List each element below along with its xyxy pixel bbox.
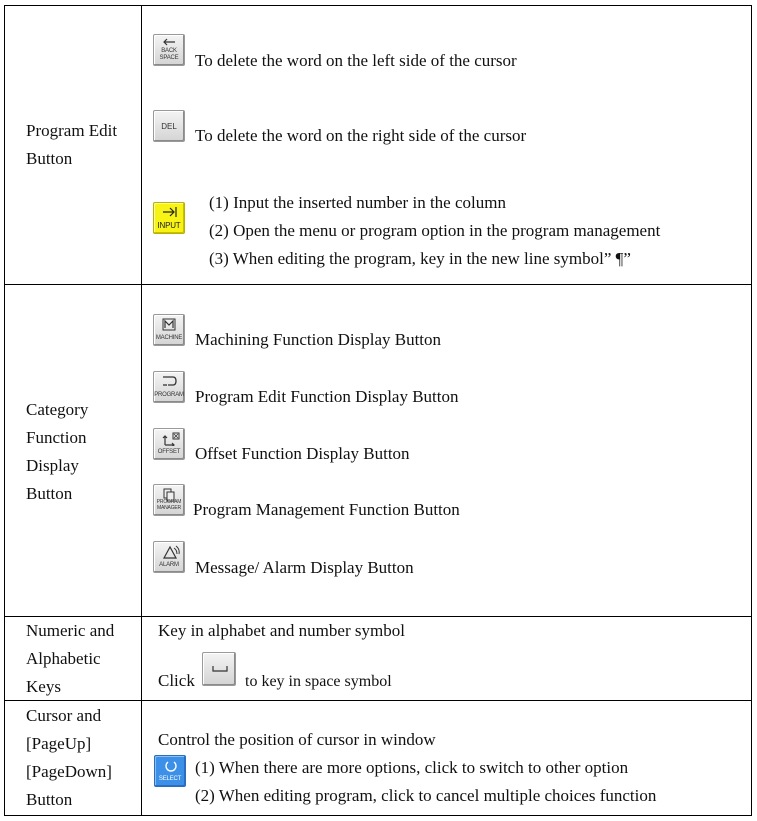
enter-arrow-icon <box>162 206 178 218</box>
row-divider <box>4 284 752 285</box>
program-manager-key[interactable]: PROGRAM MANAGER <box>153 484 185 516</box>
offset-key[interactable]: OFFSET <box>153 428 185 460</box>
select-key[interactable]: SELECT <box>154 755 186 787</box>
input-key[interactable]: INPUT <box>153 202 185 234</box>
offset-description: Offset Function Display Button <box>195 444 410 463</box>
space-description: to key in space symbol <box>245 673 392 690</box>
input-description-2: (2) Open the menu or program option in the program management <box>209 221 661 240</box>
category-function-display: Category Function Display Button <box>26 400 89 503</box>
row-divider <box>4 700 752 701</box>
cursor-description: Control the position of cursor in window <box>158 730 436 749</box>
machining-description: Machining Function Display Button <box>195 330 442 349</box>
left-arrow-icon <box>162 38 176 46</box>
row-divider <box>4 616 752 617</box>
click-label: Click <box>158 671 195 690</box>
column-divider <box>141 5 142 816</box>
space-key[interactable] <box>202 652 236 686</box>
backspace-key[interactable]: BACK SPACE <box>153 34 185 66</box>
input-description-1: (1) Input the inserted number in the column <box>209 193 506 212</box>
numeric-description: Key in alphabet and number symbol <box>158 621 405 640</box>
select-description-2: (2) When editing program, click to cancel multiple choices function <box>195 786 657 805</box>
input-description-3: (3) When editing the program, key in the new line symbol” ¶” <box>209 249 631 268</box>
category-cursor: Cursor and [PageUp] [PageDown] Button <box>26 706 112 809</box>
backspace-description: To delete the word on the left side of the cursor <box>195 51 517 70</box>
alarm-description: Message/ Alarm Display Button <box>195 558 414 577</box>
program-description: Program Edit Function Display Button <box>195 387 459 406</box>
alarm-key[interactable]: ALARM <box>153 541 185 573</box>
select-description-1: (1) When there are more options, click to switch to other option <box>195 758 629 777</box>
space-icon <box>212 665 228 673</box>
machining-icon <box>162 318 176 331</box>
machine-key[interactable]: MACHINE <box>153 314 185 346</box>
category-program-edit: Program Edit Button <box>26 121 118 168</box>
category-numeric-alphabetic: Numeric and Alphabetic Keys <box>26 621 115 696</box>
program-edit-icon <box>162 375 178 387</box>
del-key[interactable]: DEL <box>153 110 185 142</box>
program-manager-description: Program Management Function Button <box>193 500 460 519</box>
select-circle-icon <box>164 759 178 773</box>
del-description: To delete the word on the right side of the cursor <box>195 126 527 145</box>
program-key[interactable]: PROGRAM <box>153 371 185 403</box>
alarm-icon <box>162 545 180 559</box>
offset-icon <box>162 432 180 446</box>
